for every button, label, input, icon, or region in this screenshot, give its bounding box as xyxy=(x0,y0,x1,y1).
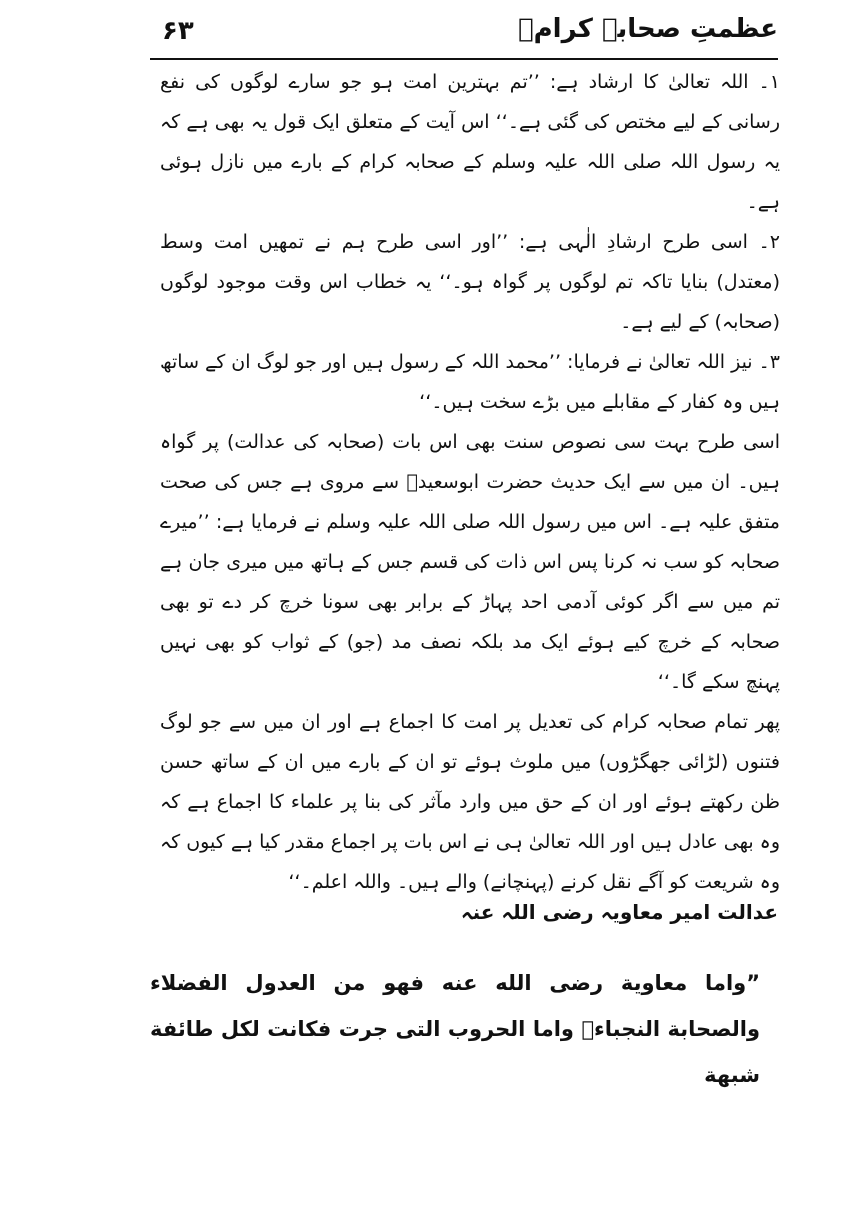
section-heading: عدالت امیر معاویہ رضی اللہ عنہ xyxy=(460,900,778,924)
paragraph-2: ۲۔ اسی طرح ارشادِ الٰہی ہے: ’’اور اسی طرح ہم نے تمھیں امت وسط (معتدل) بنایا تاکہ تم لوگوں پر گواہ ہو۔‘‘ یہ خطاب اس وقت موجود لوگوں (صحابہ) کے لیے ہے۔ xyxy=(160,231,780,333)
book-title: عظمتِ صحابہ کرامؓ xyxy=(518,14,778,44)
paragraph-1: ۱۔ اللہ تعالیٰ کا ارشاد ہے: ’’تم بہترین امت ہو جو سارے لوگوں کی نفع رسانی کے لیے مختص کی گئی ہے۔‘‘ اس آیت کے متعلق ایک قول یہ بھی ہے کہ یہ رسول اللہ صلی اللہ علیہ وسلم کے صحابہ کرام کے بارے میں نازل ہوئی ہے۔ xyxy=(160,71,780,213)
arabic-quote-text: ”واما معاوية رضى الله عنه فهو من العدول الفضلاء والصحابة النجباءؓ واما الحروب التى جرت فكانت لكل طائفة شبهة xyxy=(150,971,760,1087)
page-number: ۶۳ xyxy=(162,16,194,46)
header-rule xyxy=(150,58,778,60)
paragraph-4: اسی طرح بہت سی نصوص سنت بھی اس بات (صحابہ کی عدالت) پر گواہ ہیں۔ ان میں سے ایک حدیث حضرت ابوسعیدؓ سے مروی ہے جس کی صحت متفق علیہ ہے۔ اس میں رسول اللہ صلی اللہ علیہ وسلم نے فرمایا ہے: ’’میرے صحابہ کو سب نہ کرنا پس اس ذات کی قسم جس کے ہاتھ میں میری جان ہے تم میں سے اگر کوئی آدمی احد پہاڑ کے برابر بھی سونا خرچ کر دے تو بھی صحابہ کے خرچ کیے ہوئے ایک مد بلکہ نصف مد (جو) کے ثواب کو بھی نہیں پہنچ سکے گا۔‘‘ xyxy=(160,431,780,693)
page-header xyxy=(150,14,778,58)
arabic-quote xyxy=(150,960,760,1098)
paragraph-3: ۳۔ نیز اللہ تعالیٰ نے فرمایا: ’’محمد اللہ کے رسول ہیں اور جو لوگ ان کے ساتھ ہیں وہ کفار کے مقابلے میں بڑے سخت ہیں۔‘‘ xyxy=(160,351,780,413)
body-text xyxy=(160,62,780,902)
paragraph-5: پھر تمام صحابہ کرام کی تعدیل پر امت کا اجماع ہے اور ان میں سے جو لوگ فتنوں (لڑائی جھگڑوں) میں ملوث ہوئے تو ان کے بارے میں ان کے ساتھ حسن ظن رکھتے ہوئے اور ان کے حق میں وارد مآثر کی بنا پر علماء کا اجماع ہے کہ وہ بھی عادل ہیں اور اللہ تعالیٰ ہی نے اس بات پر اجماع مقدر کیا ہے کیوں کہ وہ شریعت کو آگے نقل کرنے (پہنچانے) والے ہیں۔ واللہ اعلم۔‘‘ xyxy=(160,711,780,893)
